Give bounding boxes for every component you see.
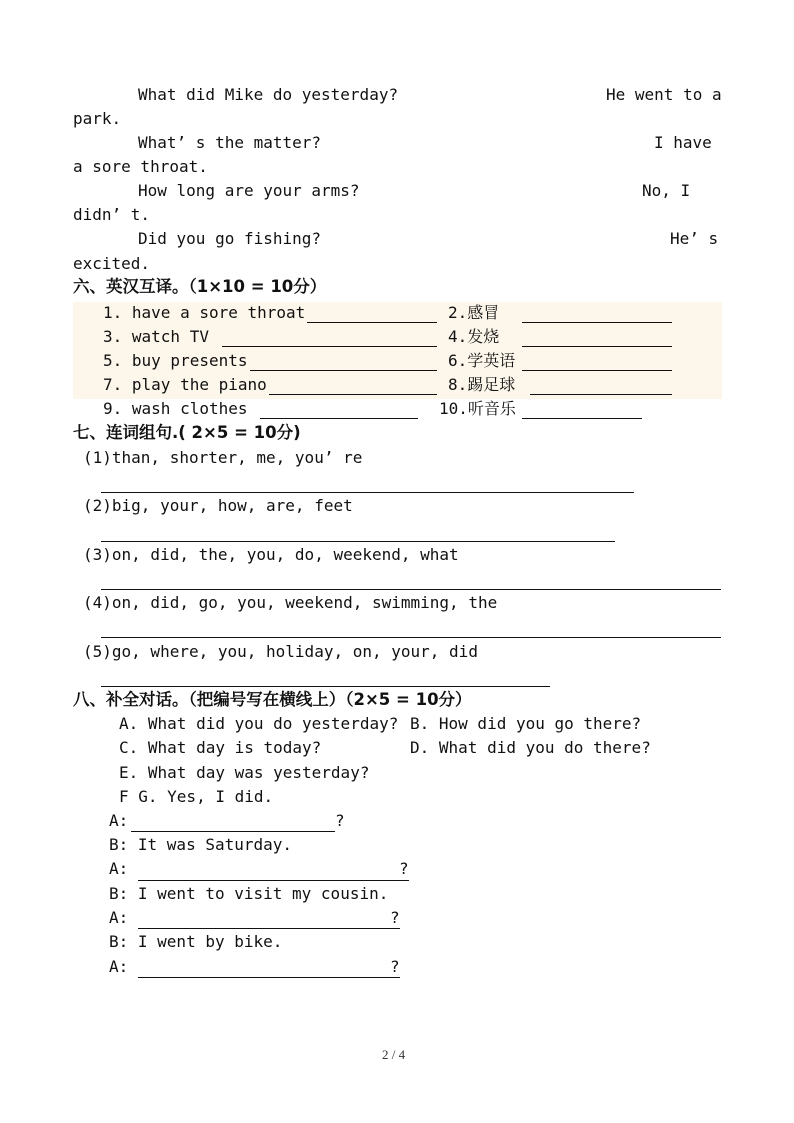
option-d: D. What did you do there? [410, 738, 651, 757]
match-answer-1-cont: park. [73, 109, 122, 128]
dialogue-a2-end: ? [399, 859, 409, 878]
page-number: 2 / 4 [382, 1047, 406, 1062]
answer-line[interactable] [101, 541, 615, 542]
translation-item-4: 4.发烧 [448, 327, 500, 346]
dialogue-a3-label: A: [109, 908, 129, 927]
dialogue-b3: B: I went by bike. [109, 932, 283, 951]
dialogue-a1-end: ? [335, 811, 345, 830]
dialogue-a3-end: ? [390, 908, 400, 927]
answer-line[interactable] [260, 418, 418, 419]
answer-line[interactable] [250, 370, 437, 371]
match-answer-4-cont: excited. [73, 254, 151, 273]
answer-line[interactable] [530, 394, 672, 395]
option-e: E. What day was yesterday? [119, 763, 370, 782]
option-a: A. What did you do yesterday? [119, 714, 399, 733]
section-6-title: 六、英汉互译。（1×10 = 10分） [73, 277, 327, 296]
match-answer-1: He went to a [606, 85, 722, 104]
answer-line[interactable] [307, 322, 437, 323]
dialogue-b2: B: I went to visit my cousin. [109, 884, 389, 903]
answer-line[interactable] [522, 418, 642, 419]
word-order-item-1: (1)than, shorter, me, you’ re [83, 448, 363, 467]
answer-line[interactable] [101, 589, 721, 590]
word-order-item-2: (2)big, your, how, are, feet [83, 496, 353, 515]
dialogue-blank-4[interactable] [138, 977, 400, 978]
match-answer-2: I have [654, 133, 712, 152]
translation-item-6: 6.学英语 [448, 351, 516, 370]
match-answer-3-cont: didn’ t. [73, 205, 151, 224]
translation-item-3: 3. watch TV [103, 327, 209, 346]
match-question-2: What’ s the matter? [138, 133, 322, 152]
section-7-title: 七、连词组句.( 2×5 = 10分) [73, 423, 301, 442]
translation-item-9: 9. wash clothes [103, 399, 248, 418]
answer-line[interactable] [101, 686, 550, 687]
dialogue-a4-label: A: [109, 957, 129, 976]
word-order-item-4: (4)on, did, go, you, weekend, swimming, the [83, 593, 498, 612]
word-order-item-3: (3)on, did, the, you, do, weekend, what [83, 545, 459, 564]
answer-line[interactable] [522, 346, 672, 347]
answer-line[interactable] [522, 322, 672, 323]
dialogue-b1: B: It was Saturday. [109, 835, 293, 854]
answer-line[interactable] [222, 346, 437, 347]
answer-line[interactable] [269, 394, 437, 395]
dialogue-a1-label: A: [109, 811, 129, 830]
translation-item-5: 5. buy presents [103, 351, 248, 370]
answer-line[interactable] [522, 370, 672, 371]
translation-item-1: 1. have a sore throat [103, 303, 306, 322]
translation-item-2: 2.感冒 [448, 303, 500, 322]
translation-item-7: 7. play the piano [103, 375, 267, 394]
match-question-3: How long are your arms? [138, 181, 360, 200]
translation-item-8: 8.踢足球 [448, 375, 516, 394]
match-question-1: What did Mike do yesterday? [138, 85, 399, 104]
match-question-4: Did you go fishing? [138, 229, 322, 248]
section-8-title: 八、补全对话。（把编号写在横线上）（2×5 = 10分） [73, 690, 472, 709]
match-answer-2-cont: a sore throat. [73, 157, 208, 176]
answer-line[interactable] [101, 637, 721, 638]
match-answer-3: No, I [642, 181, 691, 200]
option-c: C. What day is today? [119, 738, 322, 757]
option-b: B. How did you go there? [410, 714, 642, 733]
word-order-item-5: (5)go, where, you, holiday, on, your, did [83, 642, 478, 661]
dialogue-blank-1[interactable] [131, 831, 335, 832]
dialogue-a4-end: ? [390, 957, 400, 976]
dialogue-blank-2[interactable] [138, 880, 409, 881]
answer-line[interactable] [101, 492, 634, 493]
option-f-g: F G. Yes, I did. [119, 787, 274, 806]
translation-item-10: 10.听音乐 [439, 399, 516, 418]
dialogue-a2-label: A: [109, 859, 129, 878]
match-answer-4: He’ s [670, 229, 719, 248]
dialogue-blank-3[interactable] [138, 928, 400, 929]
